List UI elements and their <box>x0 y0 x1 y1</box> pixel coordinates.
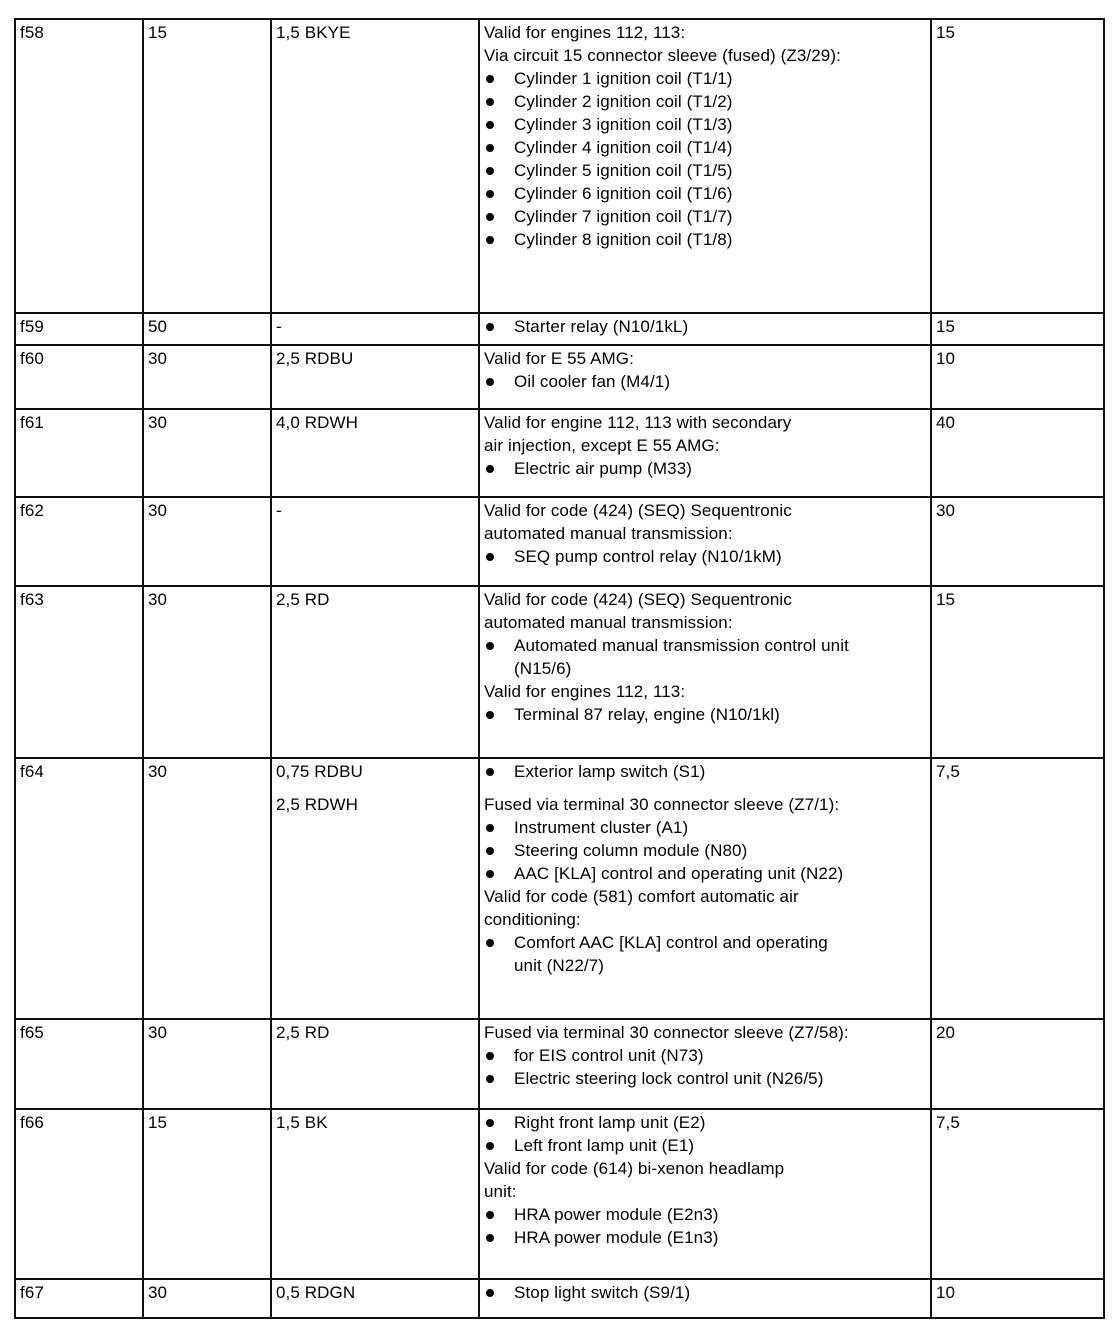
fuse-amperage: 7,5 <box>936 1113 960 1132</box>
wire-spec: - <box>276 317 282 336</box>
description-line: air injection, except E 55 AMG: <box>484 436 720 455</box>
column-divider <box>270 18 272 1319</box>
bullet-item: Cylinder 6 ignition coil (T1/6) <box>484 182 916 205</box>
row-divider <box>14 1018 1105 1020</box>
fuse-number: f67 <box>20 1283 44 1302</box>
row-divider <box>14 408 1105 410</box>
bullet-item: Cylinder 5 ignition coil (T1/5) <box>484 159 916 182</box>
row-divider <box>14 312 1105 314</box>
row-divider <box>14 757 1105 759</box>
wire-spec: 2,5 RDWH <box>276 795 359 814</box>
column-divider <box>1103 18 1105 1319</box>
bullet-item: HRA power module (E1n3) <box>484 1226 916 1249</box>
row-divider <box>14 18 1105 20</box>
bullet-item: AAC [KLA] control and operating unit (N22) <box>484 862 916 885</box>
description-line: Valid for engine 112, 113 with secondary <box>484 413 792 432</box>
terminal-number: 30 <box>148 590 168 609</box>
bullet-item: HRA power module (E2n3) <box>484 1203 916 1226</box>
fuse-amperage: 40 <box>936 413 956 432</box>
bullet-item: Electric air pump (M33) <box>484 457 916 480</box>
description-cell <box>484 1111 916 1249</box>
fuse-table <box>14 18 1105 1319</box>
spacer <box>484 783 916 793</box>
description-line: Valid for code (581) comfort automatic air <box>484 887 799 906</box>
terminal-number: 30 <box>148 349 168 368</box>
fuse-number: f59 <box>20 317 44 336</box>
description-line: Valid for engines 112, 113: <box>484 23 686 42</box>
fuse-number: f63 <box>20 590 44 609</box>
bullet-item: Exterior lamp switch (S1) <box>484 760 916 783</box>
terminal-number: 30 <box>148 1023 168 1042</box>
wire-spec: 0,5 RDGN <box>276 1283 356 1302</box>
description-line: Valid for engines 112, 113: <box>484 682 686 701</box>
fuse-amperage: 15 <box>936 317 956 336</box>
description-line: unit: <box>484 1182 517 1201</box>
description-line: Valid for code (424) (SEQ) Sequentronic <box>484 590 792 609</box>
description-cell <box>484 21 916 251</box>
bullet-item: Cylinder 2 ignition coil (T1/2) <box>484 90 916 113</box>
row-divider <box>14 344 1105 346</box>
bullet-item: Instrument cluster (A1) <box>484 816 916 839</box>
fuse-amperage: 10 <box>936 349 956 368</box>
description-line: conditioning: <box>484 910 581 929</box>
bullet-item: Oil cooler fan (M4/1) <box>484 370 916 393</box>
bullet-item: Cylinder 1 ignition coil (T1/1) <box>484 67 916 90</box>
description-line: Fused via terminal 30 connector sleeve (Z7/1): <box>484 795 840 814</box>
terminal-number: 15 <box>148 1113 168 1132</box>
terminal-number: 15 <box>148 23 168 42</box>
wire-spec: 4,0 RDWH <box>276 413 359 432</box>
bullet-continuation: (N15/6) <box>514 659 572 678</box>
fuse-number: f61 <box>20 413 44 432</box>
terminal-number: 50 <box>148 317 168 336</box>
fuse-amperage: 15 <box>936 23 956 42</box>
description-cell <box>484 411 916 480</box>
description-line: automated manual transmission: <box>484 524 733 543</box>
row-divider <box>14 1278 1105 1280</box>
bullet-item: Automated manual transmission control unit <box>484 634 916 657</box>
bullet-item: Stop light switch (S9/1) <box>484 1281 916 1304</box>
bullet-item: Cylinder 4 ignition coil (T1/4) <box>484 136 916 159</box>
fuse-number: f65 <box>20 1023 44 1042</box>
description-line: Valid for E 55 AMG: <box>484 349 634 368</box>
row-divider <box>14 1108 1105 1110</box>
bullet-item: Starter relay (N10/1kL) <box>484 315 916 338</box>
column-divider <box>478 18 480 1319</box>
terminal-number: 30 <box>148 1283 168 1302</box>
fuse-amperage: 10 <box>936 1283 956 1302</box>
bullet-item: SEQ pump control relay (N10/1kM) <box>484 545 916 568</box>
description-cell <box>484 588 916 726</box>
terminal-number: 30 <box>148 501 168 520</box>
bullet-item: Left front lamp unit (E1) <box>484 1134 916 1157</box>
bullet-item: Steering column module (N80) <box>484 839 916 862</box>
fuse-number: f58 <box>20 23 44 42</box>
wire-spec: 2,5 RDBU <box>276 349 354 368</box>
description-cell <box>484 760 916 977</box>
description-cell <box>484 499 916 568</box>
bullet-item: Cylinder 7 ignition coil (T1/7) <box>484 205 916 228</box>
terminal-number: 30 <box>148 413 168 432</box>
description-cell <box>484 1281 916 1304</box>
bullet-item: Right front lamp unit (E2) <box>484 1111 916 1134</box>
wire-spec: 2,5 RD <box>276 1023 330 1042</box>
fuse-amperage: 7,5 <box>936 762 960 781</box>
wire-spec: 0,75 RDBU <box>276 762 363 781</box>
column-divider <box>142 18 144 1319</box>
description-line: Via circuit 15 connector sleeve (fused) (Z3/29): <box>484 46 841 65</box>
description-cell <box>484 347 916 393</box>
column-divider <box>14 18 16 1319</box>
bullet-item: Electric steering lock control unit (N26/5) <box>484 1067 916 1090</box>
terminal-number: 30 <box>148 762 168 781</box>
description-cell <box>484 1021 916 1090</box>
description-cell <box>484 315 916 338</box>
fuse-number: f64 <box>20 762 44 781</box>
bullet-item: Cylinder 8 ignition coil (T1/8) <box>484 228 916 251</box>
row-divider <box>14 1317 1105 1319</box>
wire-spec: 1,5 BKYE <box>276 23 351 42</box>
fuse-number: f62 <box>20 501 44 520</box>
bullet-item: Terminal 87 relay, engine (N10/1kl) <box>484 703 916 726</box>
description-line: Valid for code (614) bi-xenon headlamp <box>484 1159 785 1178</box>
description-line: Valid for code (424) (SEQ) Sequentronic <box>484 501 792 520</box>
column-divider <box>930 18 932 1319</box>
wire-spec: 1,5 BK <box>276 1113 328 1132</box>
wire-spec: 2,5 RD <box>276 590 330 609</box>
bullet-item: Cylinder 3 ignition coil (T1/3) <box>484 113 916 136</box>
bullet-continuation: unit (N22/7) <box>514 956 605 975</box>
fuse-number: f66 <box>20 1113 44 1132</box>
row-divider <box>14 496 1105 498</box>
fuse-amperage: 15 <box>936 590 956 609</box>
fuse-number: f60 <box>20 349 44 368</box>
description-line: Fused via terminal 30 connector sleeve (Z7/58): <box>484 1023 849 1042</box>
bullet-item: Comfort AAC [KLA] control and operating <box>484 931 916 954</box>
fuse-amperage: 20 <box>936 1023 956 1042</box>
bullet-item: for EIS control unit (N73) <box>484 1044 916 1067</box>
fuse-amperage: 30 <box>936 501 956 520</box>
row-divider <box>14 585 1105 587</box>
wire-spec: - <box>276 501 282 520</box>
description-line: automated manual transmission: <box>484 613 733 632</box>
